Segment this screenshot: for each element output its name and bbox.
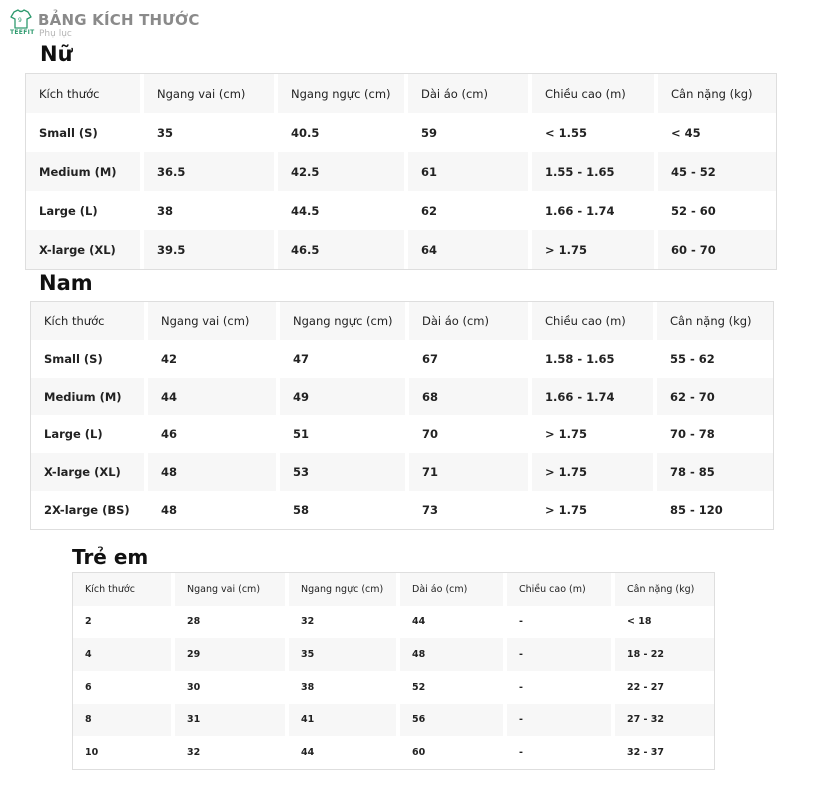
- table-row: [26, 230, 776, 269]
- table-cell: 30: [173, 671, 287, 704]
- table-cell: 64: [406, 230, 530, 269]
- column-header: Ngang vai (cm): [173, 573, 287, 606]
- table-cell: 36.5: [142, 152, 276, 191]
- table-cell: 35: [142, 113, 276, 152]
- size-table-nam: [30, 301, 774, 530]
- table-cell: Large (L): [39, 203, 98, 218]
- table-cell: X-large (XL): [31, 453, 146, 491]
- table-cell: 70: [407, 415, 530, 453]
- shirt-logo-icon: [8, 8, 34, 30]
- table-cell: -: [505, 671, 613, 704]
- table-cell: Medium (M): [31, 378, 146, 416]
- column-header: Ngang vai (cm): [142, 74, 276, 113]
- table-cell: Small (S): [44, 351, 103, 366]
- table-cell: 10: [85, 747, 99, 759]
- table-row: [26, 113, 776, 152]
- table-cell: < 1.55: [530, 113, 656, 152]
- table-cell: < 45: [656, 113, 776, 152]
- table-row: [73, 704, 714, 737]
- table-cell: 56: [398, 704, 505, 737]
- table-cell: > 1.75: [530, 453, 655, 491]
- table-row: [31, 340, 773, 378]
- table-header-row: [73, 573, 714, 606]
- section-title-nam: Nam: [39, 271, 93, 295]
- table-cell: > 1.75: [530, 415, 655, 453]
- table-header-row: [31, 302, 773, 340]
- table-cell: 39.5: [142, 230, 276, 269]
- table-cell: 27 - 32: [613, 704, 714, 737]
- table-cell: 42: [146, 340, 278, 378]
- table-cell: -: [505, 638, 613, 671]
- table-row: [31, 453, 773, 491]
- table-cell: 1.66 - 1.74: [530, 378, 655, 416]
- section-title-nu: Nữ: [40, 42, 73, 66]
- table-cell: 42.5: [276, 152, 406, 191]
- table-cell: 53: [278, 453, 407, 491]
- table-cell: 48: [398, 638, 505, 671]
- table-row: [31, 415, 773, 453]
- table-cell: 55 - 62: [655, 340, 773, 378]
- table-cell: 38: [142, 191, 276, 230]
- column-header: Ngang ngực (cm): [287, 573, 398, 606]
- logo-wordmark: TEEFIT: [10, 29, 35, 36]
- table-cell: 41: [287, 704, 398, 737]
- table-cell: 44.5: [276, 191, 406, 230]
- table-header-row: [26, 74, 776, 113]
- table-row: [73, 671, 714, 704]
- table-cell: 58: [278, 491, 407, 529]
- table-cell: 51: [278, 415, 407, 453]
- table-cell: 60: [398, 736, 505, 769]
- table-cell: 1.55 - 1.65: [530, 152, 656, 191]
- size-table-nu: [25, 73, 777, 270]
- column-header: Ngang ngực (cm): [276, 74, 406, 113]
- column-header: Kích thước: [73, 573, 173, 606]
- table-cell: 2: [85, 616, 92, 628]
- table-cell: 48: [146, 491, 278, 529]
- table-cell: 40.5: [276, 113, 406, 152]
- table-cell: 38: [287, 671, 398, 704]
- table-cell: 62 - 70: [655, 378, 773, 416]
- column-header: Cân nặng (kg): [655, 302, 773, 340]
- table-cell: > 1.75: [530, 491, 655, 529]
- table-cell: Large (L): [44, 427, 103, 442]
- table-cell: 22 - 27: [613, 671, 714, 704]
- table-cell: 8: [73, 704, 173, 737]
- table-cell: 85 - 120: [655, 491, 773, 529]
- column-header: Chiều cao (m): [530, 74, 656, 113]
- table-cell: 45 - 52: [656, 152, 776, 191]
- table-cell: 46: [146, 415, 278, 453]
- teefit-logo: [8, 8, 34, 38]
- table-cell: 29: [173, 638, 287, 671]
- table-cell: 52: [398, 671, 505, 704]
- table-cell: 68: [407, 378, 530, 416]
- table-cell: 73: [407, 491, 530, 529]
- table-cell: 32: [173, 736, 287, 769]
- size-table-tre-em: [72, 572, 715, 770]
- table-row: [73, 736, 714, 769]
- table-cell: 46.5: [276, 230, 406, 269]
- table-cell: < 18: [613, 606, 714, 639]
- table-row: [31, 491, 773, 529]
- table-cell: 35: [287, 638, 398, 671]
- table-cell: Small (S): [39, 125, 98, 140]
- column-header: Dài áo (cm): [398, 573, 505, 606]
- table-cell: 48: [146, 453, 278, 491]
- column-header: Chiều cao (m): [530, 302, 655, 340]
- table-cell: 31: [173, 704, 287, 737]
- table-cell: 44: [146, 378, 278, 416]
- page-title: BẢNG KÍCH THƯỚC: [38, 11, 200, 29]
- column-header: Chiều cao (m): [505, 573, 613, 606]
- table-cell: 62: [406, 191, 530, 230]
- svg-text:9: 9: [18, 17, 22, 24]
- table-cell: 44: [398, 606, 505, 639]
- table-cell: Medium (M): [26, 152, 142, 191]
- table-cell: 18 - 22: [613, 638, 714, 671]
- table-cell: 71: [407, 453, 530, 491]
- table-cell: 44: [287, 736, 398, 769]
- table-cell: -: [505, 606, 613, 639]
- table-cell: -: [505, 736, 613, 769]
- column-header: Cân nặng (kg): [656, 74, 776, 113]
- table-row: [26, 152, 776, 191]
- table-row: [73, 606, 714, 639]
- column-header: Dài áo (cm): [407, 302, 530, 340]
- table-cell: 61: [406, 152, 530, 191]
- table-row: [31, 378, 773, 416]
- column-header: Ngang vai (cm): [146, 302, 278, 340]
- column-header: Kích thước: [31, 302, 146, 340]
- table-cell: 78 - 85: [655, 453, 773, 491]
- table-cell: 60 - 70: [656, 230, 776, 269]
- table-cell: 59: [406, 113, 530, 152]
- column-header: Ngang ngực (cm): [278, 302, 407, 340]
- table-cell: 28: [173, 606, 287, 639]
- table-cell: 1.66 - 1.74: [530, 191, 656, 230]
- table-cell: 2X-large (BS): [44, 503, 130, 518]
- table-cell: 67: [407, 340, 530, 378]
- table-cell: 1.58 - 1.65: [530, 340, 655, 378]
- section-title-tre-em: Trẻ em: [72, 545, 149, 569]
- column-header: Cân nặng (kg): [613, 573, 714, 606]
- page-subtitle: Phụ lục: [39, 29, 72, 39]
- table-cell: 32: [287, 606, 398, 639]
- table-cell: 6: [85, 681, 92, 693]
- column-header: Dài áo (cm): [406, 74, 530, 113]
- table-row: [73, 638, 714, 671]
- table-row: [26, 191, 776, 230]
- table-cell: 70 - 78: [655, 415, 773, 453]
- table-cell: > 1.75: [530, 230, 656, 269]
- table-cell: 49: [278, 378, 407, 416]
- table-cell: 47: [278, 340, 407, 378]
- table-cell: 52 - 60: [656, 191, 776, 230]
- table-cell: 4: [73, 638, 173, 671]
- column-header: Kích thước: [26, 74, 142, 113]
- table-cell: 32 - 37: [613, 736, 714, 769]
- table-cell: -: [505, 704, 613, 737]
- table-cell: X-large (XL): [26, 230, 142, 269]
